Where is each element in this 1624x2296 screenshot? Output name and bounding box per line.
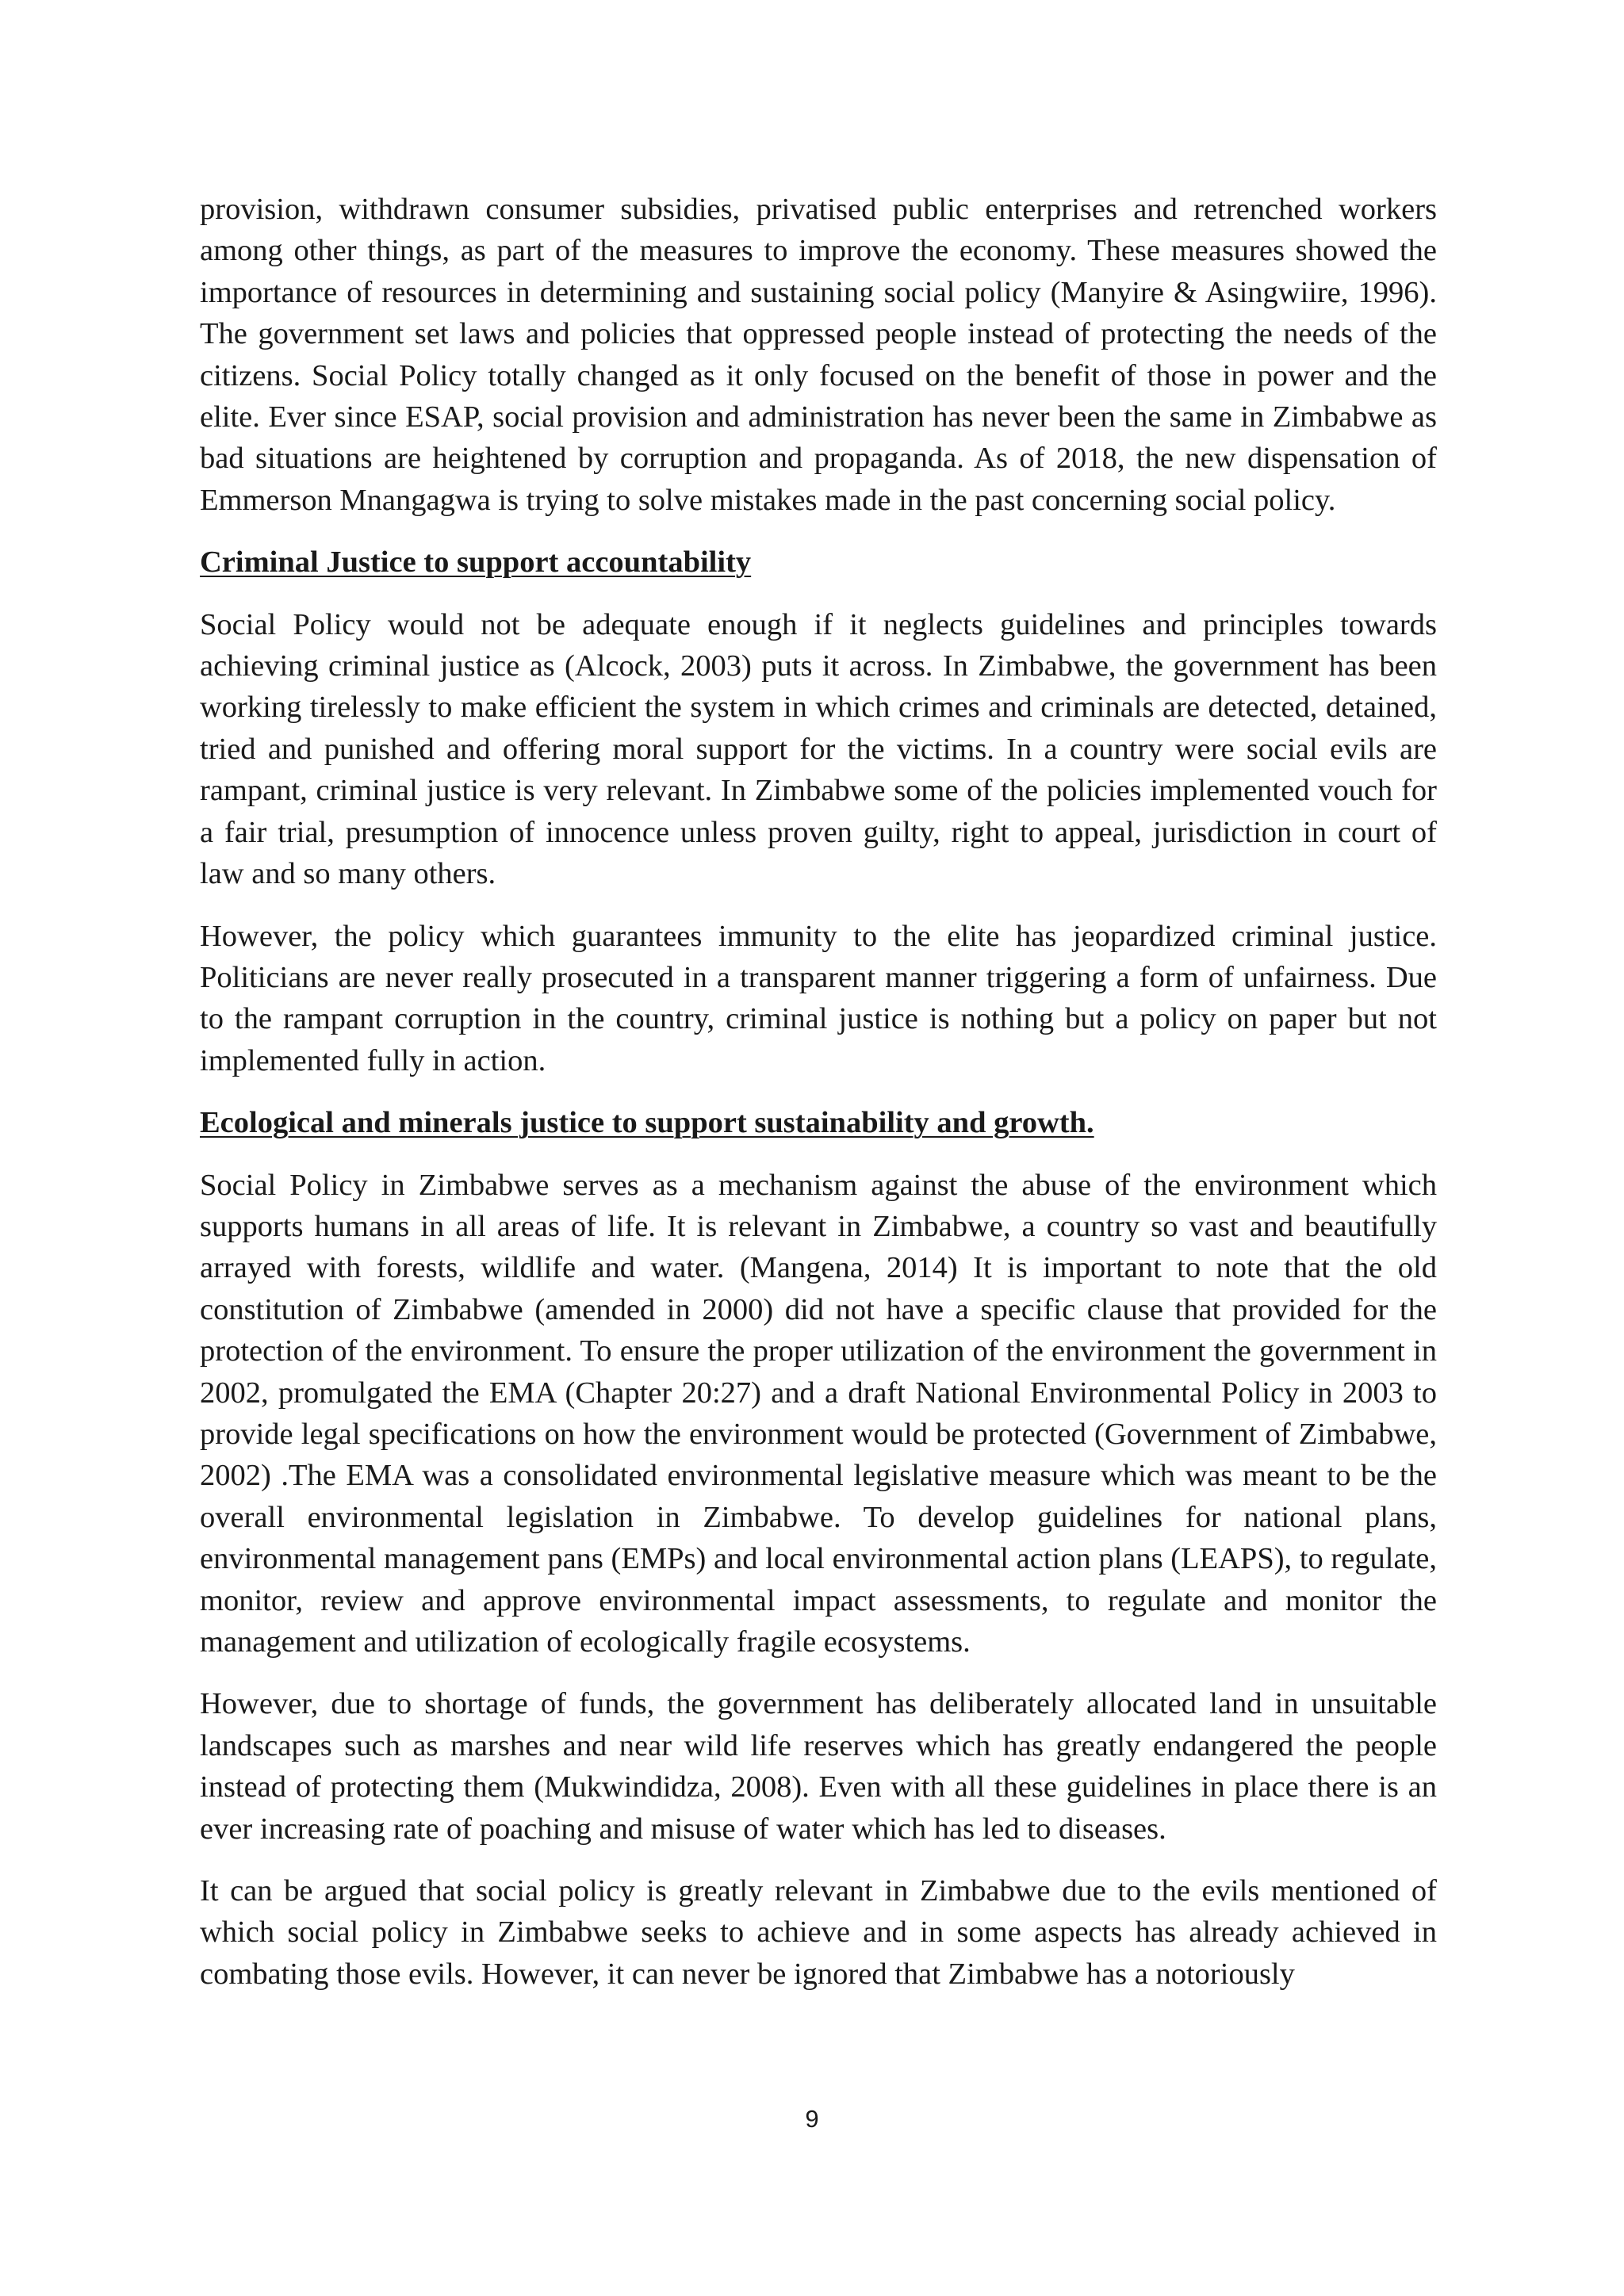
paragraph-criminal-justice: Social Policy would not be adequate enough if it neglects guidelines and principles towards achieving criminal justice as (Alcock, 2003) puts it across. In Zimbabwe, the government has been working tirelessly to make efficient the system in which crimes and criminals are detected, detained, tried and punished and offering moral support for the victims. In a country were social evils are rampant, criminal justice is very relevant. In Zimbabwe some of the policies implemented vouch for a fair trial, presumption of innocence unless proven guilty, right to appeal, jurisdiction in court of law and so many others. xyxy=(200,607,1437,891)
paragraph-ecological-critique: However, due to shortage of funds, the government has deliberately allocated land in unsuitable landscapes such as marshes and near wild life reserves which has greatly endangered the people instead of protecting them (Mukwindidza, 2008). Even with all these guidelines in place there is an ever increasing rate of poaching and misuse of water which has led to diseases. xyxy=(200,1687,1437,1846)
paragraph-esap-social-provision: provision, withdrawn consumer subsidies, privatised public enterprises and retrenched workers among other things, as part of the measures to improve the economy. These measures showed the importance of resources in determining and sustaining social policy (Manyire & Asingwiire, 1996). The government set laws and policies that oppressed people instead of protecting the needs of the citizens. Social Policy totally changed as it only focused on the benefit of those in power and the elite. Ever since ESAP, social provision and administration has never been the same in Zimbabwe as bad situations are heightened by corruption and propaganda. As of 2018, the new dispensation of Emmerson Mnangagwa is trying to solve mistakes made in the past concerning social policy. xyxy=(200,193,1437,517)
heading-criminal-justice: Criminal Justice to support accountability xyxy=(200,545,752,580)
paragraph-conclusion: It can be argued that social policy is greatly relevant in Zimbabwe due to the evils mentioned of which social policy in Zimbabwe seeks to achieve and in some aspects has already achieved in combating those evils. However, it can never be ignored that Zimbabwe has a notoriously xyxy=(200,1874,1437,1991)
heading-ecological-justice: Ecological and minerals justice to support sustainability and growth. xyxy=(200,1106,1094,1140)
page-body xyxy=(200,189,1437,2015)
paragraph-criminal-justice-critique: However, the policy which guarantees immunity to the elite has jeopardized criminal justice. Politicians are never really prosecuted in a transparent manner triggering a form of unfairness. Due to the rampant corruption in the country, criminal justice is nothing but a policy on paper but not implemented fully in action. xyxy=(200,919,1437,1077)
page-number: 9 xyxy=(805,2105,819,2133)
paragraph-ecological-justice: Social Policy in Zimbabwe serves as a mechanism against the abuse of the environment which supports humans in all areas of life. It is relevant in Zimbabwe, a country so vast and beautifully arrayed with forests, wildlife and water. (Mangena, 2014) It is important to note that the old constitution of Zimbabwe (amended in 2000) did not have a specific clause that provided for the protection of the environment. To ensure the proper utilization of the environment the government in 2002, promulgated the EMA (Chapter 20:27) and a draft National Environmental Policy in 2003 to provide legal specifications on how the environment would be protected (Government of Zimbabwe, 2002) .The EMA was a consolidated environmental legislative measure which was meant to be the overall environmental legislation in Zimbabwe. To develop guidelines for national plans, environmental management pans (EMPs) and local environmental action plans (LEAPS), to regulate, monitor, review and approve environmental impact assessments, to regulate and monitor the management and utilization of ecologically fragile ecosystems. xyxy=(200,1168,1437,1659)
